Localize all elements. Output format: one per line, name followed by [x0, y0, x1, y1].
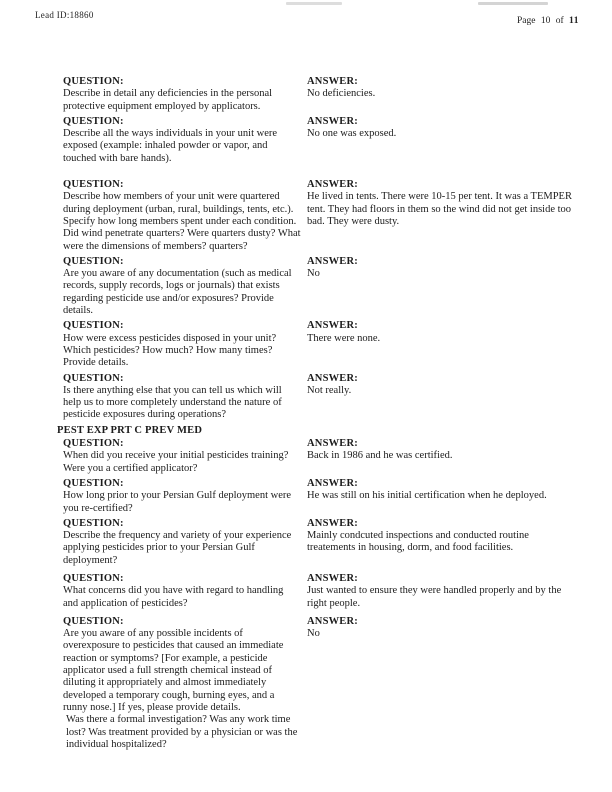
scan-artifact — [286, 2, 342, 5]
answer-text: No — [307, 268, 320, 280]
page-number — [517, 16, 579, 26]
answer-label: ANSWER: — [307, 179, 358, 191]
answer-label: ANSWER: — [307, 438, 358, 450]
answer-label: ANSWER: — [307, 320, 358, 332]
question-label: QUESTION: — [63, 438, 124, 450]
qa-row — [63, 116, 577, 165]
qa-row — [63, 256, 577, 317]
answer-cell — [307, 116, 577, 165]
scan-artifact — [478, 2, 548, 5]
answer-text: No — [307, 628, 320, 640]
answer-text: He was still on his initial certification when he deployed. — [307, 490, 547, 502]
question-text-continued: Was there a formal investigation? Was any work time lost? Was treatment provided by a physician or was the individual hospitalized? — [66, 714, 298, 750]
answer-text: He lived in tents. There were 10-15 per tent. It was a TEMPER tent. They had floors in them so the wind did not get inside too bad. They were dusty. — [307, 191, 572, 227]
qa-row — [63, 438, 577, 475]
qa-row — [63, 478, 577, 515]
question-label: QUESTION: — [63, 372, 124, 384]
qa-row — [63, 373, 577, 422]
answer-label: ANSWER: — [307, 76, 358, 87]
question-text: Are you aware of any possible incidents of overexposure to pesticides that caused an immediate reaction or symptoms? [For example, a pesticide applicator used a full strength chemical instead of diluting it appropriately and almost immediately developed a temporary cough, burning eyes, and a runny nose.] If yes, please provide details. — [63, 628, 284, 713]
answer-text: Not really. — [307, 384, 352, 396]
question-text: How long prior to your Persian Gulf deployment were you re-certified? — [63, 490, 292, 514]
question-label: QUESTION: — [63, 477, 124, 489]
question-text: Is there anything else that you can tell us which will help us to more completely understand the nature of pesticide exposures during operations? — [63, 384, 282, 421]
answer-cell — [307, 373, 577, 422]
answer-cell — [307, 518, 577, 567]
answer-text: Mainly condcuted inspections and conducted routine treatements in housing, dorm, and food facilities. — [307, 530, 529, 554]
answer-cell — [307, 320, 577, 369]
page-header — [0, 8, 612, 32]
question-cell — [63, 478, 307, 515]
answer-cell — [307, 76, 577, 113]
answer-cell — [307, 478, 577, 515]
qa-row — [63, 573, 577, 610]
answer-text: No one was exposed. — [307, 128, 397, 140]
question-cell — [63, 616, 307, 751]
question-cell — [63, 518, 307, 567]
question-cell — [63, 320, 307, 369]
answer-label: ANSWER: — [307, 115, 358, 127]
question-text: Describe in detail any deficiencies in the personal protective equipment employed by applicators. — [63, 88, 273, 112]
question-text: Describe all the ways individuals in your unit were exposed (example: inhaled powder or vapor, and touched with bare hands). — [63, 128, 278, 164]
question-cell — [63, 179, 307, 253]
page-number-total: 11 — [569, 16, 579, 26]
question-cell — [63, 373, 307, 422]
answer-label: ANSWER: — [307, 615, 358, 627]
question-cell — [63, 438, 307, 475]
question-label: QUESTION: — [63, 76, 124, 87]
answer-label: ANSWER: — [307, 372, 358, 384]
question-cell — [63, 76, 307, 113]
answer-label: ANSWER: — [307, 572, 358, 584]
answer-text: No deficiencies. — [307, 88, 376, 100]
question-label: QUESTION: — [63, 615, 124, 627]
qa-row — [63, 518, 577, 567]
qa-row — [63, 616, 577, 751]
question-cell — [63, 573, 307, 610]
answer-text: There were none. — [307, 332, 381, 344]
qa-row — [63, 76, 577, 113]
question-label: QUESTION: — [63, 572, 124, 584]
qa-row — [63, 179, 577, 253]
answer-cell — [307, 179, 577, 253]
section-heading: PEST EXP PRT C PREV MED — [57, 424, 203, 436]
question-text: What concerns did you have with regard to handling and application of pesticides? — [63, 585, 284, 609]
question-cell — [63, 116, 307, 165]
question-label: QUESTION: — [63, 320, 124, 332]
answer-cell — [307, 616, 577, 751]
question-label: QUESTION: — [63, 179, 124, 191]
answer-label: ANSWER: — [307, 517, 358, 529]
question-text: Are you aware of any documentation (such as medical records, supply records, logs or journals) that exists regarding pesticide use and/or exposures? Provide details. — [63, 268, 292, 317]
answer-label: ANSWER: — [307, 477, 358, 489]
answer-label: ANSWER: — [307, 255, 358, 267]
page-number-label: Page 10 of — [517, 16, 564, 26]
answer-text: Just wanted to ensure they were handled properly and by the right people. — [307, 585, 562, 609]
lead-id: Lead ID:18860 — [35, 10, 94, 20]
question-cell — [63, 256, 307, 317]
question-text: Describe the frequency and variety of your experience applying pesticides prior to your Persian Gulf deployment? — [63, 530, 292, 566]
answer-cell — [307, 573, 577, 610]
answer-cell — [307, 438, 577, 475]
question-text: How were excess pesticides disposed in your unit? Which pesticides? How much? How many times? Provide details. — [63, 332, 277, 369]
answer-cell — [307, 256, 577, 317]
question-label: QUESTION: — [63, 255, 124, 267]
question-text: Describe how members of your unit were quartered during deployment (urban, rural, buildings, tents, etc.). Specify how long members spent under each condition. Did wind penetrate quarters? Were quarters dusty? What were the dimensions of members? quarters? — [63, 191, 301, 252]
qa-content — [57, 76, 577, 754]
qa-row — [63, 320, 577, 369]
question-label: QUESTION: — [63, 115, 124, 127]
question-text: When did you receive your initial pesticides training? Were you a certified applicator? — [63, 450, 289, 474]
answer-text: Back in 1986 and he was certified. — [307, 450, 453, 462]
question-label: QUESTION: — [63, 517, 124, 529]
